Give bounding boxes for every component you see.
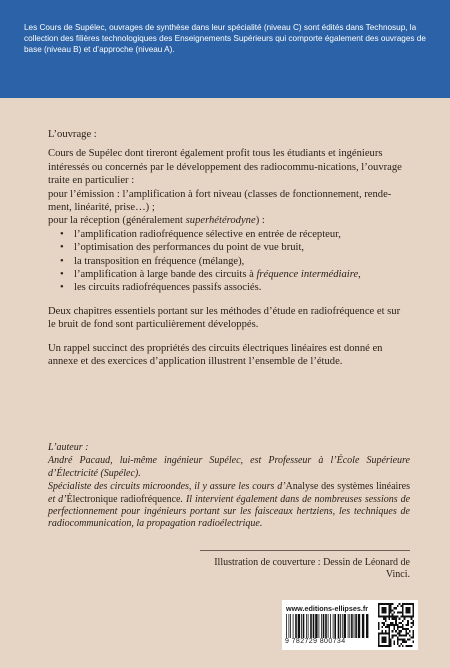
bullet-italic: fréquence intermédiaire [256,269,359,281]
bullet-icon: • [60,269,64,281]
credit-divider [200,550,410,551]
list-item [60,241,410,254]
annexe-paragraph: Un rappel succinct des propriétés des circuits électriques linéaires est donné en annexe et des exercices d’application illustrent l’ensemble de l’étude. [48,342,383,368]
bullet-text: la transposition en fréquence (mélange), [74,255,245,267]
top-band [0,0,450,98]
reception-bullet-list [48,228,410,295]
cover-illustration-credit: Illustration de couverture : Dessin de Léonard de Vinci. [214,557,410,580]
auteur-heading: L’auteur : [48,442,89,453]
auteur-bio: André Pacaud, lui-même ingénieur Supélec, est Professeur à l’École Supérieure d’Électricité (Supélec). [48,455,410,479]
bullet-icon: • [60,282,64,294]
bullet-text: l’optimisation des performances du point de vue bruit, [74,242,305,254]
reception-italic: superhétérodyne [185,215,256,227]
bullet-icon: • [60,255,64,267]
bullet-text: l’amplification à large bande des circuits à [74,269,257,281]
ouvrage-intro: Cours de Supélec dont tireront également profit tous les étudiants et ingénieurs intéressés ou concernés par le développement des radiocommu-nications, l’ouvrage traite en particulier : [48,148,402,187]
barcode-icon [285,614,371,638]
reception-line [48,214,410,227]
list-item [60,228,410,241]
qr-code-icon [378,603,414,647]
list-item [60,268,410,281]
specialty-text: . Il intervient également dans de nombreuses sessions de perfectionnement pour ingénieurs portant sur les faisceaux hertziens, les techniques de radiocommunication, la propagation radioélectrique. [48,493,411,530]
reception-text-end: ) : [255,215,265,227]
collection-intro: Les Cours de Supélec, ouvrages de synthèse dans leur spécialité (niveau C) sont édités dans Technosup, la collection des filières technologiques des Enseignements Supérieurs qui comporte également des ouvrages de base (niveau B) et d’approche (niveau A). [24,23,426,54]
bullet-text: l’amplification radiofréquence sélective en entrée de récepteur, [74,228,341,240]
course-name: Électronique radiofréquence [66,493,181,505]
ouvrage-section [48,128,410,369]
auteur-section [48,442,410,531]
specialty-text: Spécialiste des circuits microondes, il y assure les cours d’ [48,481,286,493]
isbn-number: 9 782729 800734 [285,638,346,645]
bullet-text-end: , [358,269,361,281]
reception-text: pour la réception (généralement [48,215,186,227]
ouvrage-heading: L’ouvrage : [48,129,97,140]
bullet-icon: • [60,228,64,240]
course-name: Analyse des systèmes linéaires [285,481,410,493]
auteur-specialty [48,481,410,531]
chapters-paragraph: Deux chapitres essentiels portant sur les méthodes d’étude en radiofréquence et sur le bruit de fond sont particulièrement développés. [48,305,401,331]
publisher-footer [282,600,418,650]
bullet-icon: • [60,242,64,254]
emission-line: pour l’émission : l’amplification à fort niveau (classes de fonctionnement, rende-ment, linéarité, prise…) ; [48,188,392,214]
list-item [60,255,410,268]
list-item [60,281,410,294]
publisher-url[interactable]: www.editions-ellipses.fr [286,604,369,613]
specialty-text: et d’ [48,493,67,505]
bullet-text: les circuits radiofréquences passifs associés. [74,282,262,294]
